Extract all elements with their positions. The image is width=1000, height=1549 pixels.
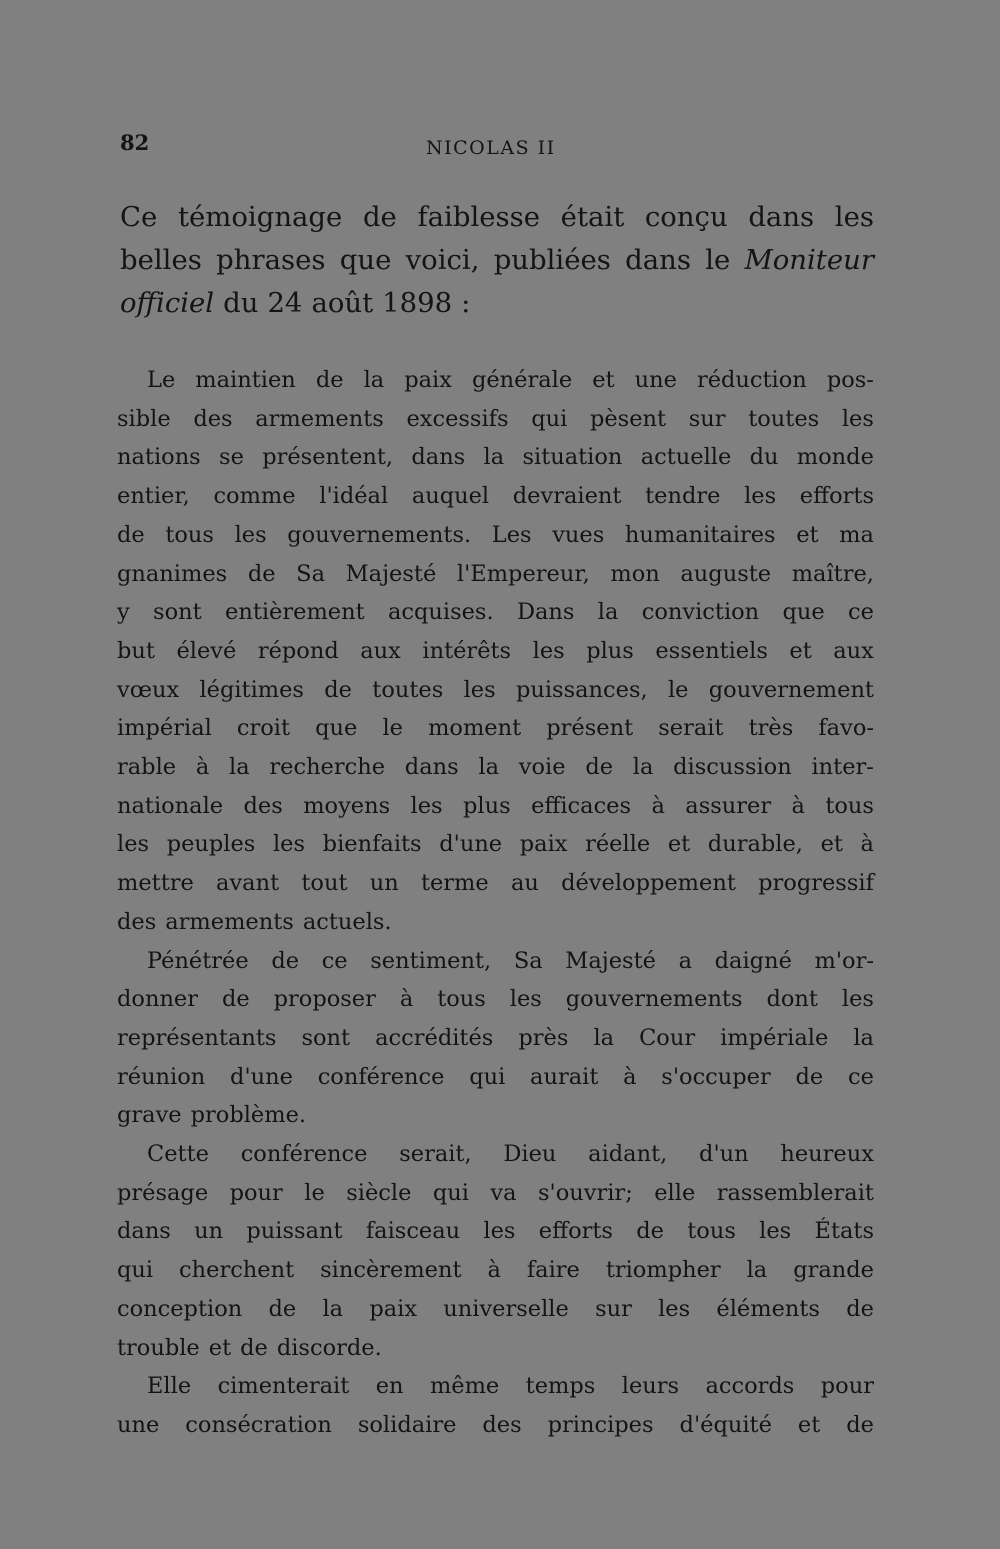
quote-line: réunion d'une conférence qui aurait à s'occuper de ce bbox=[117, 1063, 874, 1090]
quote-line: Cette conférence serait, Dieu aidant, d'un heureux bbox=[147, 1141, 874, 1168]
quote-line: entier, comme l'idéal auquel devraient tendre les efforts bbox=[117, 483, 874, 510]
intro-word: était bbox=[560, 201, 625, 233]
quote-line: mettre avant tout un terme au développement progressif bbox=[117, 870, 874, 897]
quote-line: Le maintien de la paix générale et une réduction pos- bbox=[147, 367, 874, 393]
intro-word: 24 bbox=[267, 287, 303, 319]
quote-line: gnanimes de Sa Majesté l'Empereur, mon auguste maître, bbox=[117, 560, 874, 587]
intro-line bbox=[120, 239, 874, 282]
quote-line: donner de proposer à tous les gouvernements dont les bbox=[117, 986, 874, 1013]
quoted-text bbox=[117, 361, 874, 1445]
intro-word: : bbox=[461, 287, 471, 319]
quote-line: de tous les gouvernements. Les vues humanitaires et ma bbox=[117, 521, 874, 548]
quote-line: qui cherchent sincèrement à faire triompher la grande bbox=[117, 1257, 874, 1284]
running-title: NICOLAS II bbox=[426, 137, 556, 159]
quote-line: conception de la paix universelle sur les éléments de bbox=[117, 1295, 874, 1322]
intro-word: Moniteur bbox=[744, 244, 874, 276]
intro-word: 1898 bbox=[382, 287, 453, 319]
quote-line: représentants sont accrédités près la Cour impériale la bbox=[117, 1024, 874, 1051]
quote-line: y sont entièrement acquises. Dans la conviction que ce bbox=[117, 599, 874, 626]
quote-line: Elle cimenterait en même temps leurs accords pour bbox=[147, 1373, 874, 1400]
intro-paragraph bbox=[120, 196, 874, 325]
quote-line: sible des armements excessifs qui pèsent sur toutes les bbox=[117, 405, 874, 432]
intro-word: dans bbox=[625, 244, 691, 276]
quote-line: grave problème. bbox=[117, 1102, 307, 1129]
quote-line: trouble et de discorde. bbox=[117, 1334, 382, 1361]
quote-line: impérial croit que le moment présent serait très favo- bbox=[117, 715, 874, 742]
intro-word: du bbox=[223, 287, 259, 319]
quote-line: présage pour le siècle qui va s'ouvrir; elle rassemblerait bbox=[117, 1179, 874, 1206]
quote-line: but élevé répond aux intérêts les plus essentiels et aux bbox=[117, 637, 874, 664]
quote-line: nationale des moyens les plus efficaces à assurer à tous bbox=[117, 792, 874, 819]
quote-line: nations se présentent, dans la situation actuelle du monde bbox=[117, 444, 874, 471]
intro-word: belles bbox=[120, 244, 202, 276]
page-number: 82 bbox=[120, 130, 150, 155]
intro-word: conçu bbox=[644, 201, 728, 233]
quote-line: une consécration solidaire des principes d'équité et de bbox=[117, 1411, 874, 1438]
intro-word: voici, bbox=[405, 244, 480, 276]
quote-line: des armements actuels. bbox=[117, 908, 392, 935]
intro-word: Ce bbox=[120, 201, 158, 233]
quote-line: dans un puissant faisceau les efforts de tous les États bbox=[117, 1218, 874, 1245]
quote-line: les peuples les bienfaits d'une paix réelle et durable, et à bbox=[117, 831, 874, 858]
intro-word: août bbox=[311, 287, 374, 319]
intro-line bbox=[120, 196, 874, 239]
intro-word: publiées bbox=[493, 244, 611, 276]
quote-line: Pénétrée de ce sentiment, Sa Majesté a daigné m'or- bbox=[147, 947, 874, 974]
intro-line bbox=[120, 282, 874, 325]
intro-word: dans bbox=[748, 201, 815, 233]
intro-word: témoignage bbox=[177, 201, 343, 233]
intro-word: faiblesse bbox=[417, 201, 541, 233]
quote-line: rable à la recherche dans la voie de la discussion inter- bbox=[117, 754, 874, 781]
quote-line: vœux légitimes de toutes les puissances, le gouvernement bbox=[117, 676, 874, 703]
intro-word: officiel bbox=[120, 287, 215, 319]
intro-word: de bbox=[362, 201, 397, 233]
intro-word: les bbox=[834, 201, 874, 233]
intro-word: phrases bbox=[216, 244, 326, 276]
intro-word: que bbox=[339, 244, 392, 276]
intro-word: le bbox=[705, 244, 731, 276]
